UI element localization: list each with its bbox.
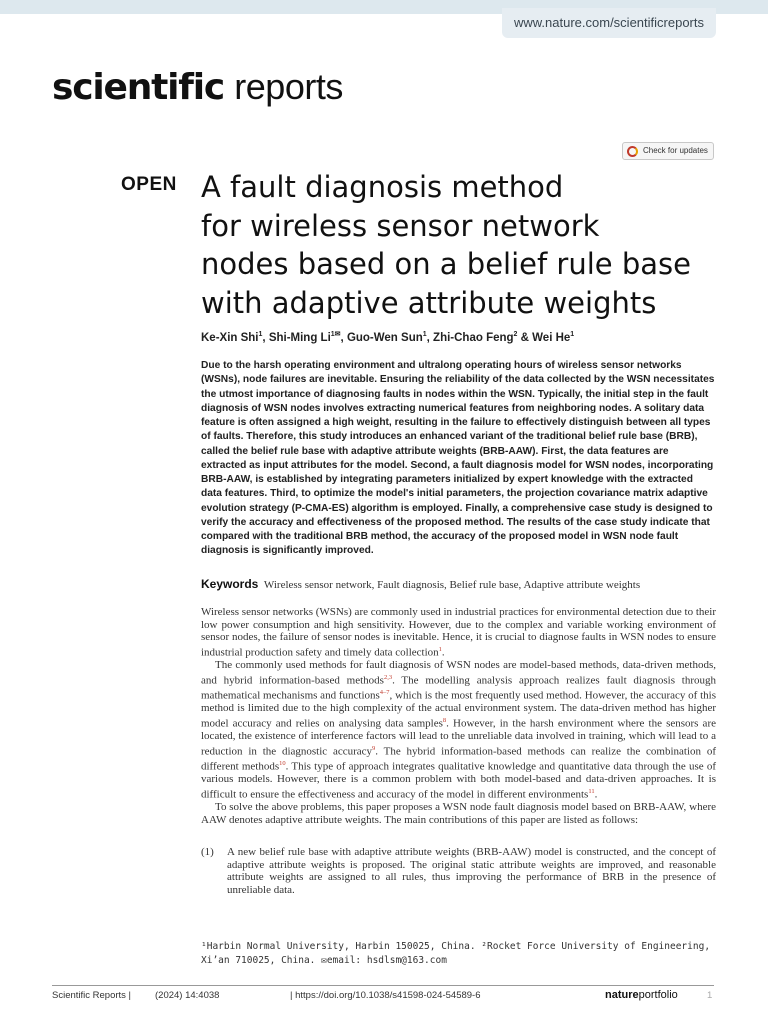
body-text: , which is the most frequently used method. However, the accuracy of this method is limited due to the high complexity of the actual environment system. The data-driven method has higher model accuracy and relies on analysing data samples [201, 689, 717, 730]
body-text: . The modelling analysis approach realizes fault diagnosis through mathematical mechanisms and functions [201, 674, 716, 702]
footer-divider [52, 985, 714, 986]
body-text: . The hybrid information-based methods can realize the combination of different methods [201, 745, 716, 773]
check-for-updates-label: Check for updates [643, 146, 708, 155]
author-name[interactable]: Zhi-Chao Feng [433, 331, 514, 344]
article-title [201, 168, 721, 322]
list-number: (1) [201, 846, 214, 858]
citation-link[interactable]: 11 [588, 787, 595, 795]
keywords-text: Wireless sensor network, Fault diagnosis, Belief rule base, Adaptive attribute weights [263, 579, 641, 591]
check-for-updates-button[interactable] [622, 142, 714, 160]
body-paragraph [201, 801, 716, 826]
citation-link[interactable]: 4–7 [379, 688, 390, 696]
author-list [201, 330, 721, 344]
brand-light: reports [234, 66, 343, 107]
author-affiliation-mark: 1 [570, 331, 575, 338]
body-text: . This type of approach integrates qualitative knowledge and quantitative data through the use of various models. However, there is a common problem with both model-based and data-driven approaches. It is difficult to ensure the effectiveness and accuracy of the model in different environments [201, 760, 716, 801]
publisher-logo [605, 989, 678, 1001]
body-text: The commonly used methods for fault diagnosis of WSN nodes are model-based methods, data-driven methods, and hybrid information-based methods [201, 659, 716, 687]
footer-doi-link[interactable]: | https://doi.org/10.1038/s41598-024-54589-6 [290, 990, 481, 1001]
author-name[interactable]: Ke-Xin Shi [201, 331, 259, 344]
author-name[interactable]: Guo-Wen Sun [346, 331, 423, 344]
author-affiliation-mark: 2 [513, 331, 518, 338]
citation-link[interactable]: 2,3 [383, 673, 393, 681]
author-separator: , [262, 331, 269, 344]
footer-volume: (2024) 14:4038 [155, 990, 220, 1001]
author-affiliation-mark: 1 [258, 331, 263, 338]
citation-link[interactable]: 8 [442, 716, 447, 724]
body-text: . [594, 788, 598, 801]
body-paragraph [201, 659, 716, 801]
journal-url[interactable]: www.nature.com/scientificreports [513, 15, 704, 30]
author-separator: & [517, 331, 533, 344]
author-separator: , [340, 331, 347, 344]
title-line: with adaptive attribute weights [201, 285, 657, 320]
list-text: A new belief rule base with adaptive attribute weights (BRB-AAW) model is constructed, and the concept of adaptive attribute weights is proposed. The original static attribute weights are improved, and reasonable attribute weights are assigned to all rules, thus improving the performance of BRB in the presence of unreliable data. [227, 846, 716, 896]
crossmark-icon [627, 146, 638, 157]
author-name[interactable]: Wei He [532, 331, 571, 344]
main-body-text [201, 606, 716, 826]
journal-url-tab[interactable] [502, 8, 716, 38]
journal-brand [52, 66, 343, 108]
author-name[interactable]: Shi-Ming Li [268, 331, 331, 344]
body-paragraph [201, 606, 716, 659]
open-access-label: OPEN [121, 174, 177, 195]
citation-link[interactable]: 9 [372, 744, 376, 752]
publisher-light: portfolio [638, 989, 678, 1001]
affiliations: ¹Harbin Normal University, Harbin 150025, China. ²Rocket Force University of Engineering, Xi’an 710025, China. ✉email: hsdlsm@163.com [201, 941, 711, 966]
citation-link[interactable]: 1 [438, 645, 442, 653]
author-affiliation-mark: 1✉ [330, 331, 341, 338]
title-line: nodes based on a belief rule base [201, 247, 691, 281]
body-text: . [441, 646, 445, 659]
footer-journal: Scientific Reports | [52, 990, 132, 1001]
body-text: . However, in the harsh environment where the sensors are located, the existence of interference factors will lead to the unreliable data involved in training, which will lead to a reduction in the diagnostic accuracy [201, 717, 716, 758]
title-line: A fault diagnosis method [201, 170, 564, 204]
keywords-section [201, 577, 721, 591]
contribution-list-item [201, 846, 716, 896]
body-text: Wireless sensor networks (WSNs) are commonly used in industrial practices for environmental detection due to their low power consumption and high sensitivity. However, due to the complex and variable working environment of sensor nodes, the failure of sensor nodes is inevitable. Hence, it is crucial to diagnose faults in WSN nodes to ensure industrial production safety and timely data collection [201, 606, 716, 659]
body-text: To solve the above problems, this paper proposes a WSN node fault diagnosis model based on BRB-AAW, where AAW denotes adaptive attribute weights. The main contributions of this paper are listed as follows: [201, 800, 716, 826]
publisher-bold: nature [605, 989, 639, 1001]
page-number: 1 [707, 990, 713, 1001]
abstract: Due to the harsh operating environment and ultralong operating hours of wireless sensor networks (WSNs), node failures are inevitable. Ensuring the reliability of the data collected by the WSN necessitates the utmost importance of diagnosing faults in nodes within the WSN. Typically, the initial step in the fault diagnosis of WSN nodes involves extracting numerical features from neighboring nodes. A solitary data feature is often assigned a high weight, resulting in the failure to effectively distinguish between all types of faults. Therefore, this study introduces an enhanced variant of the traditional belief rule base (BRB), called the belief rule base with adaptive attribute weights (BRB-AAW). First, the data features are extracted as input attributes for the model. Second, a fault diagnosis model for WSN nodes, incorporating BRB-AAW, is established by integrating parameters initialized by expert knowledge with the extracted data features. Third, to optimize the model's initial parameters, the projection covariance matrix adaptive evolution strategy (P-CMA-ES) algorithm is employed. Finally, a comprehensive case study is designed to verify the accuracy and effectiveness of the proposed method. The results of the case study indicate that compared with the traditional BRB method, the accuracy of the proposed model in WSN node fault diagnosis is significantly improved. [201, 360, 715, 557]
author-separator: , [426, 331, 434, 344]
keywords-label: Keywords [201, 577, 259, 591]
citation-link[interactable]: 10 [279, 759, 286, 767]
title-line: for wireless sensor network [201, 208, 600, 243]
author-affiliation-mark: 1 [422, 331, 427, 338]
brand-bold: scientific [52, 67, 225, 108]
